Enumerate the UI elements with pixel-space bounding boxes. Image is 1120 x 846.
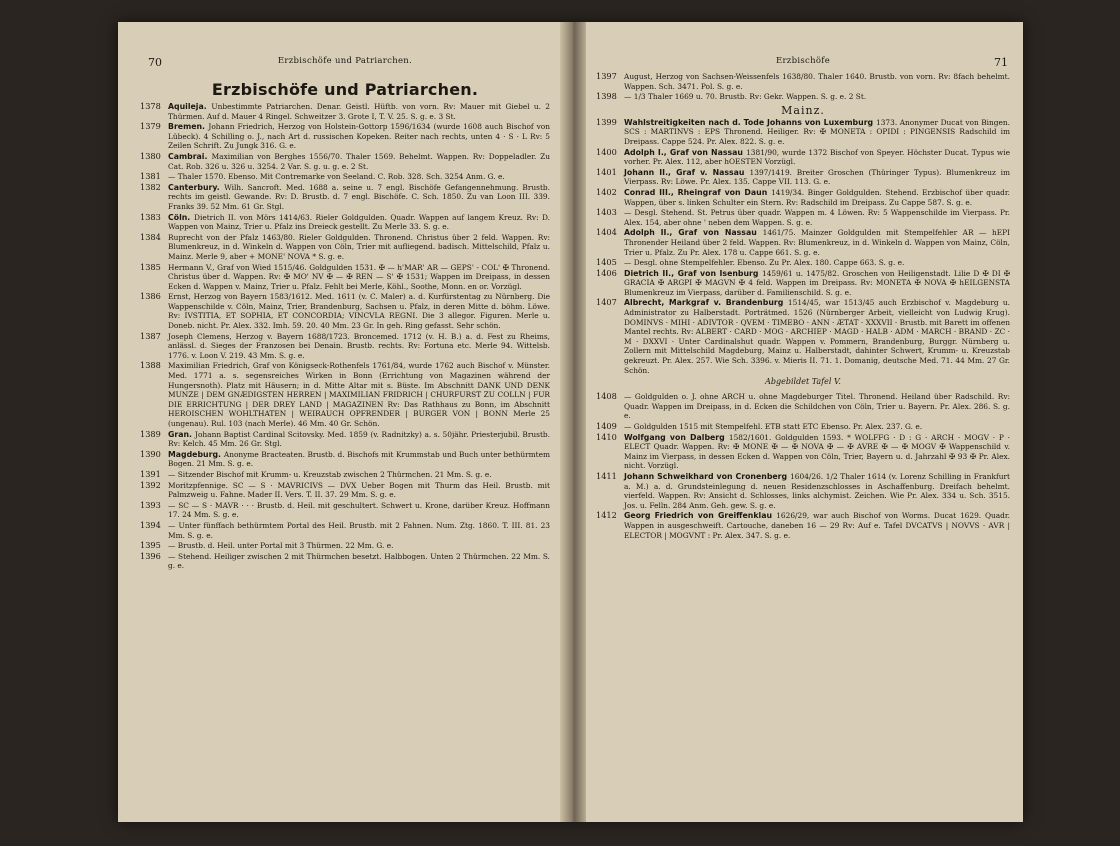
catalog-entry — [140, 183, 550, 212]
entry-number: 1381 — [140, 171, 161, 182]
entry-number: 1405 — [596, 257, 617, 268]
book-gutter — [560, 22, 586, 822]
entry-text: 1582/1601. Goldgulden 1593. * WOLFFG · D : G · ARCH · MOGV · P · ELECT Quadr. Wappen. Rv: ✠ MONE ✠ — ✠ NOVA ✠ — ✠ AVRE ✠ — ✠ MOGV ✠ Wappenschild v. Mainz im Vierpass, in dessen Ecken d. Wappen von Cöln, Trier, Bayern u. d. Jahrzahl ✠ 93 ✠ Pr. Alex. nicht. Vorzügl. — [624, 432, 1010, 471]
catalog-entry — [140, 450, 550, 469]
catalog-entry — [140, 552, 550, 571]
entry-heading: Cambrai. — [168, 151, 212, 161]
entry-text: August, Herzog von Sachsen-Weissenfels 1638/80. Thaler 1640. Brustb. von vorn. Rv: 8fach behelmt. Wappen. Sch. 3471. Pol. S. g. e. — [624, 72, 1010, 91]
catalog-entry — [596, 298, 1010, 375]
catalog-entry — [140, 541, 550, 551]
entry-number: 1378 — [140, 101, 161, 111]
entry-heading: Magdeburg. — [168, 449, 224, 459]
entry-number: 1380 — [140, 150, 161, 161]
entry-heading: Dietrich II., Graf von Isenburg — [624, 268, 762, 278]
entry-number: 1384 — [140, 231, 161, 242]
entry-number: 1410 — [596, 431, 617, 442]
entry-text: Joseph Clemens, Herzog v. Bayern 1688/1723. Broncemed. 1712 (v. H. B.) a. d. Fest zu Rheims, anlässl. d. Sieges der Franzosen bei Denain. Brustb. rechts. Rv: Fortuna etc. Merle 94. Wittelsb. 1776. v. Loon V. 219. 43 Mm. S. g. e. — [168, 331, 550, 360]
entry-text: 1461/75. Mainzer Goldgulden mit Stempelfehler AR — hEPI Thronender Heiland über 2 feld. Wappen. Rv: Blumenkreuz, in d. Winkeln d. Wappen von Mainz, Cöln, Trier u. Pfalz. Zu Pr. Alex. 178 u. Cappe 661. S. g. e. — [624, 228, 1010, 257]
entry-number: 1385 — [140, 261, 161, 272]
catalog-entry — [140, 263, 550, 292]
entry-text: — Unter fünffach bethürmtem Portal des Heil. Brustb. mit 2 Fahnen. Num. Ztg. 1860. T. III. 81. 23 Mm. S. g. e. — [168, 520, 550, 540]
catalog-entry — [140, 361, 550, 428]
right-after-entry-list — [596, 392, 1010, 540]
catalog-entry — [596, 433, 1010, 471]
entry-text: 1459/61 u. 1475/82. Groschen von Heiligenstadt. Lilie D ✠ DI ✠ GRACIA ✠ ARGPI ✠ MAGVN ✠ 4 feld. Wappen im Dreipass. Rv: MONETA ✠ NOVA ✠ hEILGENSTA Blumenkreuz im Vierpass, darüber d. Familienschild. S. g. e. — [624, 268, 1010, 297]
catalog-entry — [596, 188, 1010, 207]
catalog-entry — [596, 472, 1010, 510]
entry-text: 1397/1419. Breiter Groschen (Thüringer Typus). Blumenkreuz im Vierpass. Rv: Löwe. Pr. Alex. 135. Cappe VII. 113. G. e. — [624, 167, 1010, 187]
entry-number: 1389 — [140, 428, 161, 439]
right-page — [596, 56, 1010, 816]
entry-text: 1514/45, war 1513/45 auch Erzbischof v. Magdeburg u. Administrator zu Halberstadt. Porträtmed. 1526 (Nürnberger Arbeit, vielleicht von Ludwig Krug). DOMINVS · MIHI · ADIVTOR · QVEM · TIMEBO · ANN · ÆTAT · XXXVII · Brustb. mit Barett im offenen Mantel rechts. Rv: ALBERT · CARD · MOG · ARCHIEP · MAGD · HALB · ADM · MARCH · BRAND · ZC · M · DXXVI · Unter Cardinalshut quadr. Wappen v. Pommern, Brandenburg, Burggr. Nürnberg u. Zollern mit Mittelschild Magdeburg, Mainz u. Halberstadt, dahinter Schwert, Krumm- u. Kreuzstab gekreuzt. Pr. Alex. 257. Wie Sch. 3396. v. Mieris II. 71. 1. Domanig, deutsche Med. 71. 44 Mm. 27 Gr. Schön. — [624, 298, 1010, 375]
right-page-number: 71 — [994, 56, 1008, 69]
catalog-entry — [596, 228, 1010, 257]
entry-number: 1409 — [596, 421, 617, 431]
entry-text: — Desgl. Stehend. St. Petrus über quadr. Wappen m. 4 Löwen. Rv: 5 Wappenschilde im Vierpass. Pr. Alex. 154, aber ohne ' neben dem Wappen. S. g. e. — [624, 208, 1010, 227]
entry-heading: Albrecht, Markgraf v. Brandenburg — [624, 298, 788, 308]
entry-text: 1604/26. 1/2 Thaler 1614 (v. Lorenz Schilling in Frankfurt a. M.) a. d. Grundsteinlegung d. neuen Residenzschlosses in Aschaffenburg. Dreifach behelmt. vierfeld. Wappen. Rv: Ansicht d. Schlosses, links alchymist. Zeichen. Wie Pr. Alex. 334 u. Sch. 3515. Jos. u. Felln. 284 Anm. Geh. gew. S. g. e. — [624, 471, 1010, 510]
section-heading-mainz: Mainz. — [781, 103, 825, 117]
entry-heading: Bremen. — [168, 122, 209, 132]
catalog-entry — [596, 92, 1010, 102]
entry-heading: Georg Friedrich von Greiffenklau — [624, 511, 777, 521]
entry-text: 1381/90, wurde 1372 Bischof von Speyer. Höchster Ducat. Typus wie vorher. Pr. Alex. 112, aber hOESTEN Vorzügl. — [624, 147, 1010, 167]
catalog-entry — [140, 481, 550, 500]
entry-text: Maximilian von Berghes 1556/70. Thaler 1569. Behelmt. Wappen. Rv: Doppeladler. Zu Cat. Rob. 326 u. 326 u. 3254. 2 Var. S. g. u. g. e. 2 St. — [168, 151, 550, 171]
entry-text: Ruprecht von der Pfalz 1463/80. Rieler Goldgulden. Thronend. Christus über 2 feld. Wappen. Rv: Blumenkreuz, in d. Winkeln d. Wappen von Cöln, Trier mit aufliegend. badisch. Mittelschild, Pfalz u. Mainz. Merle 9, aber + MONE' NOVA * S. g. e. — [168, 232, 550, 261]
entry-text: Dietrich II. von Mörs 1414/63. Rieler Goldgulden. Quadr. Wappen auf langem Kreuz. Rv: D. Wappen von Mainz, Trier u. Pfalz ins Dreieck gestellt. Zu Merle 33. S. g. e. — [168, 212, 550, 232]
entry-text: — Desgl. ohne Stempelfehler. Ebenso. Zu Pr. Alex. 180. Cappe 663. S. g. e. — [624, 258, 905, 268]
left-page — [140, 56, 550, 816]
entry-number: 1395 — [140, 540, 161, 551]
entry-heading: Conrad III., Rheingraf von Daun — [624, 187, 772, 197]
catalog-entry — [596, 392, 1010, 421]
entry-heading: Adolph II., Graf von Nassau — [624, 228, 763, 238]
entry-number: 1379 — [140, 121, 161, 132]
catalog-entry — [596, 72, 1010, 91]
catalog-entry — [140, 501, 550, 520]
book-spread — [118, 22, 1023, 822]
entry-text: — Sitzender Bischof mit Krumm- u. Kreuzstab zwischen 2 Thürmchen. 21 Mm. S. g. e. — [168, 469, 492, 479]
entry-text: — Goldgulden o. J. ohne ARCH u. ohne Magdeburger Titel. Thronend. Heiland über Radschild. Rv: Quadr. Wappen im Dreipass, in d. Ecken die Schildchen von Cöln, Trier u. Bayern. Pr. Alex. 286. S. g. e. — [624, 392, 1010, 421]
entry-number: 1401 — [596, 166, 617, 177]
entry-text: Anonyme Bracteaten. Brustb. d. Bischofs mit Krummstab und Buch unter bethürmtem Bogen. 21 Mm. S. g. e. — [168, 449, 550, 469]
catalog-entry — [140, 430, 550, 449]
entry-text: Wilh. Sancroft. Med. 1688 a. seine u. 7 engl. Bischöfe Gefangennehmung. Brustb. rechts im geistl. Gewande. Rv: D. Brustb. d. 7 engl. Bischöfe. C. Sch. 1850. Zu van Loon III. 339. Franks 39. 52 Mm. 61 Gr. Stgl. — [168, 182, 550, 211]
right-entry-list — [596, 118, 1010, 375]
entry-number: 1386 — [140, 291, 161, 302]
entry-number: 1396 — [140, 550, 161, 561]
entry-number: 1411 — [596, 470, 617, 481]
catalog-entry — [596, 511, 1010, 540]
catalog-entry — [140, 172, 550, 182]
right-page-header — [596, 56, 1010, 72]
entry-number: 1390 — [140, 448, 161, 459]
catalog-entry — [140, 152, 550, 171]
entry-text: Hermann V., Graf von Wied 1515/46. Goldgulden 1531. ✠ — h'MAR' AR — GEPS' - COL' ✠ Thronend. Christus über d. Wappen. Rv: ✠ MO' NV ✠ — ✠ REN — S' ✠ 1531; Wappen im Dreipass, in dessen Ecken d. Wappen v. Mainz, Trier u. Pfalz. Fehlt bei Merle, Köhl., Soothe, Monn. en or. Vorzügl. — [168, 262, 550, 291]
entry-number: 1391 — [140, 468, 161, 479]
entry-number: 1399 — [596, 116, 617, 127]
entry-number: 1397 — [596, 71, 617, 81]
entry-text: 1419/34. Binger Goldgulden. Stehend. Erzbischof über quadr. Wappen, über s. linken Schulter ein Stern. Rv: Radschild im Dreipass. Zu Cappe 587. S. g. e. — [624, 187, 1010, 207]
right-running-head: Erzbischöfe — [775, 56, 831, 66]
entry-text: — 1/3 Thaler 1669 u. 70. Brustb. Rv: Gekr. Wappen. S. g. e. 2 St. — [624, 92, 867, 102]
entry-number: 1382 — [140, 181, 161, 192]
catalog-entry — [596, 168, 1010, 187]
entry-number: 1412 — [596, 510, 617, 521]
catalog-entry — [596, 118, 1010, 147]
entry-heading: Johann II., Graf v. Nassau — [624, 167, 750, 177]
entry-number: 1393 — [140, 499, 161, 510]
entry-text: Unbestimmte Patriarchen. Denar. Geistl. Hüftb. von vorn. Rv: Mauer mit Giebel u. 2 Thürmen. Auf d. Mauer 4 Ringel. Schweitzer 3. Grote I, T. V. 25. S. g. e. 3 St. — [168, 102, 550, 121]
entry-heading: Aquileja. — [168, 102, 212, 111]
catalog-entry — [140, 292, 550, 330]
entry-heading: Cöln. — [168, 212, 195, 222]
catalog-entry — [596, 148, 1010, 167]
entry-number: 1402 — [596, 186, 617, 197]
entry-number: 1408 — [596, 391, 617, 402]
entry-number: 1403 — [596, 207, 617, 218]
catalog-entry — [140, 521, 550, 540]
entry-text: Moritzpfennige. SC — S · MAVRICIVS — DVX Ueber Bogen mit Thurm das Heil. Brustb. mit Palmzweig u. Fahne. Mader II. Vers. T. II. 37. 29 Mm. S. g. e. — [168, 480, 550, 500]
entry-number: 1383 — [140, 211, 161, 222]
plate-caption: Abgebildet Tafel V. — [765, 377, 841, 387]
entry-heading: Gran. — [168, 429, 195, 439]
entry-number: 1387 — [140, 330, 161, 341]
entry-text: 1626/29, war auch Bischof von Worms. Ducat 1629. Quadr. Wappen in ausgeschweift. Cartouche, daneben 16 — 29 Rv: Auf e. Tafel DVCATVS | NOVVS · AVR | ELECTOR | MOGVNT : Pr. Alex. 347. S. g. e. — [624, 511, 1010, 540]
entry-number: 1404 — [596, 227, 617, 238]
entry-text: — Thaler 1570. Ebenso. Mit Contremarke von Seeland. C. Rob. 328. Sch. 3254 Anm. G. e. — [168, 172, 505, 182]
left-entry-list — [140, 102, 550, 571]
entry-number: 1400 — [596, 146, 617, 157]
left-page-number: 70 — [148, 56, 162, 69]
catalog-entry — [596, 269, 1010, 298]
entry-heading: Johann Schweikhard von Cronenberg — [624, 471, 791, 481]
entry-text: 1373. Anonymer Ducat von Bingen. SCS : MARTINVS : EPS Thronend. Heiliger. Rv: ✠ MONETA : OPIDI : PINGENSIS Radschild im Dreipass. Cappe 524. Pr. Alex. 822. S. g. e. — [624, 117, 1010, 146]
entry-number: 1406 — [596, 267, 617, 278]
entry-heading: Adolph I., Graf von Nassau — [624, 147, 747, 157]
entry-number: 1392 — [140, 479, 161, 490]
right-top-entry-list — [596, 72, 1010, 102]
left-running-head: Erzbischöfe und Patriarchen. — [277, 56, 413, 66]
catalog-entry — [140, 332, 550, 361]
entry-text: Maximilian Friedrich, Graf von Königseck-Rothenfels 1761/84, wurde 1762 auch Bischof v. Münster. Med. 1771 a. s. segensreiches Wirken in Bonn (Errichtung von Magazinen während der Hungersnoth). Platz mit Häusern; in d. Mitte Altar mit s. Büste. Im Abschnitt DANK UND DENK MUNZE | DEM GNÆDIGSTEN HERREN | MAXIMILIAN FRIDRICH | CHURFURST ZU COLLN | FUR DIE ERRICHTUNG | DER DREY LAND | MAGAZINEN Rv: Das Rathhaus zu Bonn, im Abschnitt HEROISCHEN WOHLTHATEN | WEIRAUCH OPFRENDER | BURGER VON | BONN Merle 25 (ungenau). Rul. 103 (nach Merle). 46 Mm. 40 Gr. Schön. — [168, 361, 550, 428]
page-title: Erzbischöfe und Patriarchen. — [211, 80, 479, 99]
entry-heading: Wolfgang von Dalberg — [624, 432, 729, 442]
entry-text: — Stehend. Heiliger zwischen 2 mit Thürmchen besetzt. Halbbogen. Unten 2 Thürmchen. 22 Mm. S. g. e. — [168, 551, 550, 571]
catalog-entry — [140, 470, 550, 480]
entry-heading: Canterbury. — [168, 182, 225, 192]
entry-number: 1398 — [596, 91, 617, 102]
catalog-entry — [140, 102, 550, 121]
entry-number: 1407 — [596, 297, 617, 308]
entry-text: — Brustb. d. Heil. unter Portal mit 3 Thürmen. 22 Mm. G. e. — [168, 541, 394, 551]
entry-number: 1394 — [140, 519, 161, 530]
entry-text: — Goldgulden 1515 mit Stempelfehl. ETB statt ETC Ebenso. Pr. Alex. 237. G. e. — [624, 422, 923, 431]
entry-text: Ernst, Herzog von Bayern 1583/1612. Med. 1611 (v. C. Maler) a. d. Kurfürstentag zu Nürnberg. Die Wappenschilde v. Cöln, Mainz, Trier, Brandenburg, Sachsen u. Pfalz, in deren Mitte d. böhm. Löwe. Rv: IVSTITIA, ET SOPHIA, ET CONCORDIA; VINCVLA REGNI. Die 3 allegor. Figuren. Merle u. Doneb. nicht. Pr. Alex. 332. Imh. 59. 20. 40 Mm. 23 Gr. In geh. Ring gefasst. Sehr schön. — [168, 292, 550, 331]
entry-text: — SC — S · MAVR · · · Brustb. d. Heil. mit geschultert. Schwert u. Krone, darüber Kreuz. Hoffmann 17. 24 Mm. S. g. e. — [168, 500, 550, 520]
entry-text: Johann Baptist Cardinal Scitovsky. Med. 1859 (v. Radnitzky) a. s. 50jähr. Priesterjubil. Brustb. Rv: Kelch. 45 Mm. 26 Gr. Stgl. — [168, 429, 550, 449]
catalog-entry — [596, 422, 1010, 432]
catalog-entry — [596, 208, 1010, 227]
catalog-entry — [140, 122, 550, 151]
entry-number: 1388 — [140, 360, 161, 371]
entry-text: Johann Friedrich, Herzog von Holstein-Gottorp 1596/1634 (wurde 1608 auch Bischof von Lübeck). 4 Schilling o. J., nach Art d. russischen Kopeken. Reiter nach rechts, unten 4 · S · L Rv: 5 Zeilen Schrift. Zu Jungk 316. G. e. — [168, 122, 550, 151]
catalog-entry — [140, 233, 550, 262]
catalog-entry — [140, 213, 550, 232]
left-page-header — [140, 56, 550, 72]
entry-heading: Wahlstreitigkeiten nach d. Tode Johanns von Luxemburg — [624, 117, 877, 127]
catalog-entry — [596, 258, 1010, 268]
